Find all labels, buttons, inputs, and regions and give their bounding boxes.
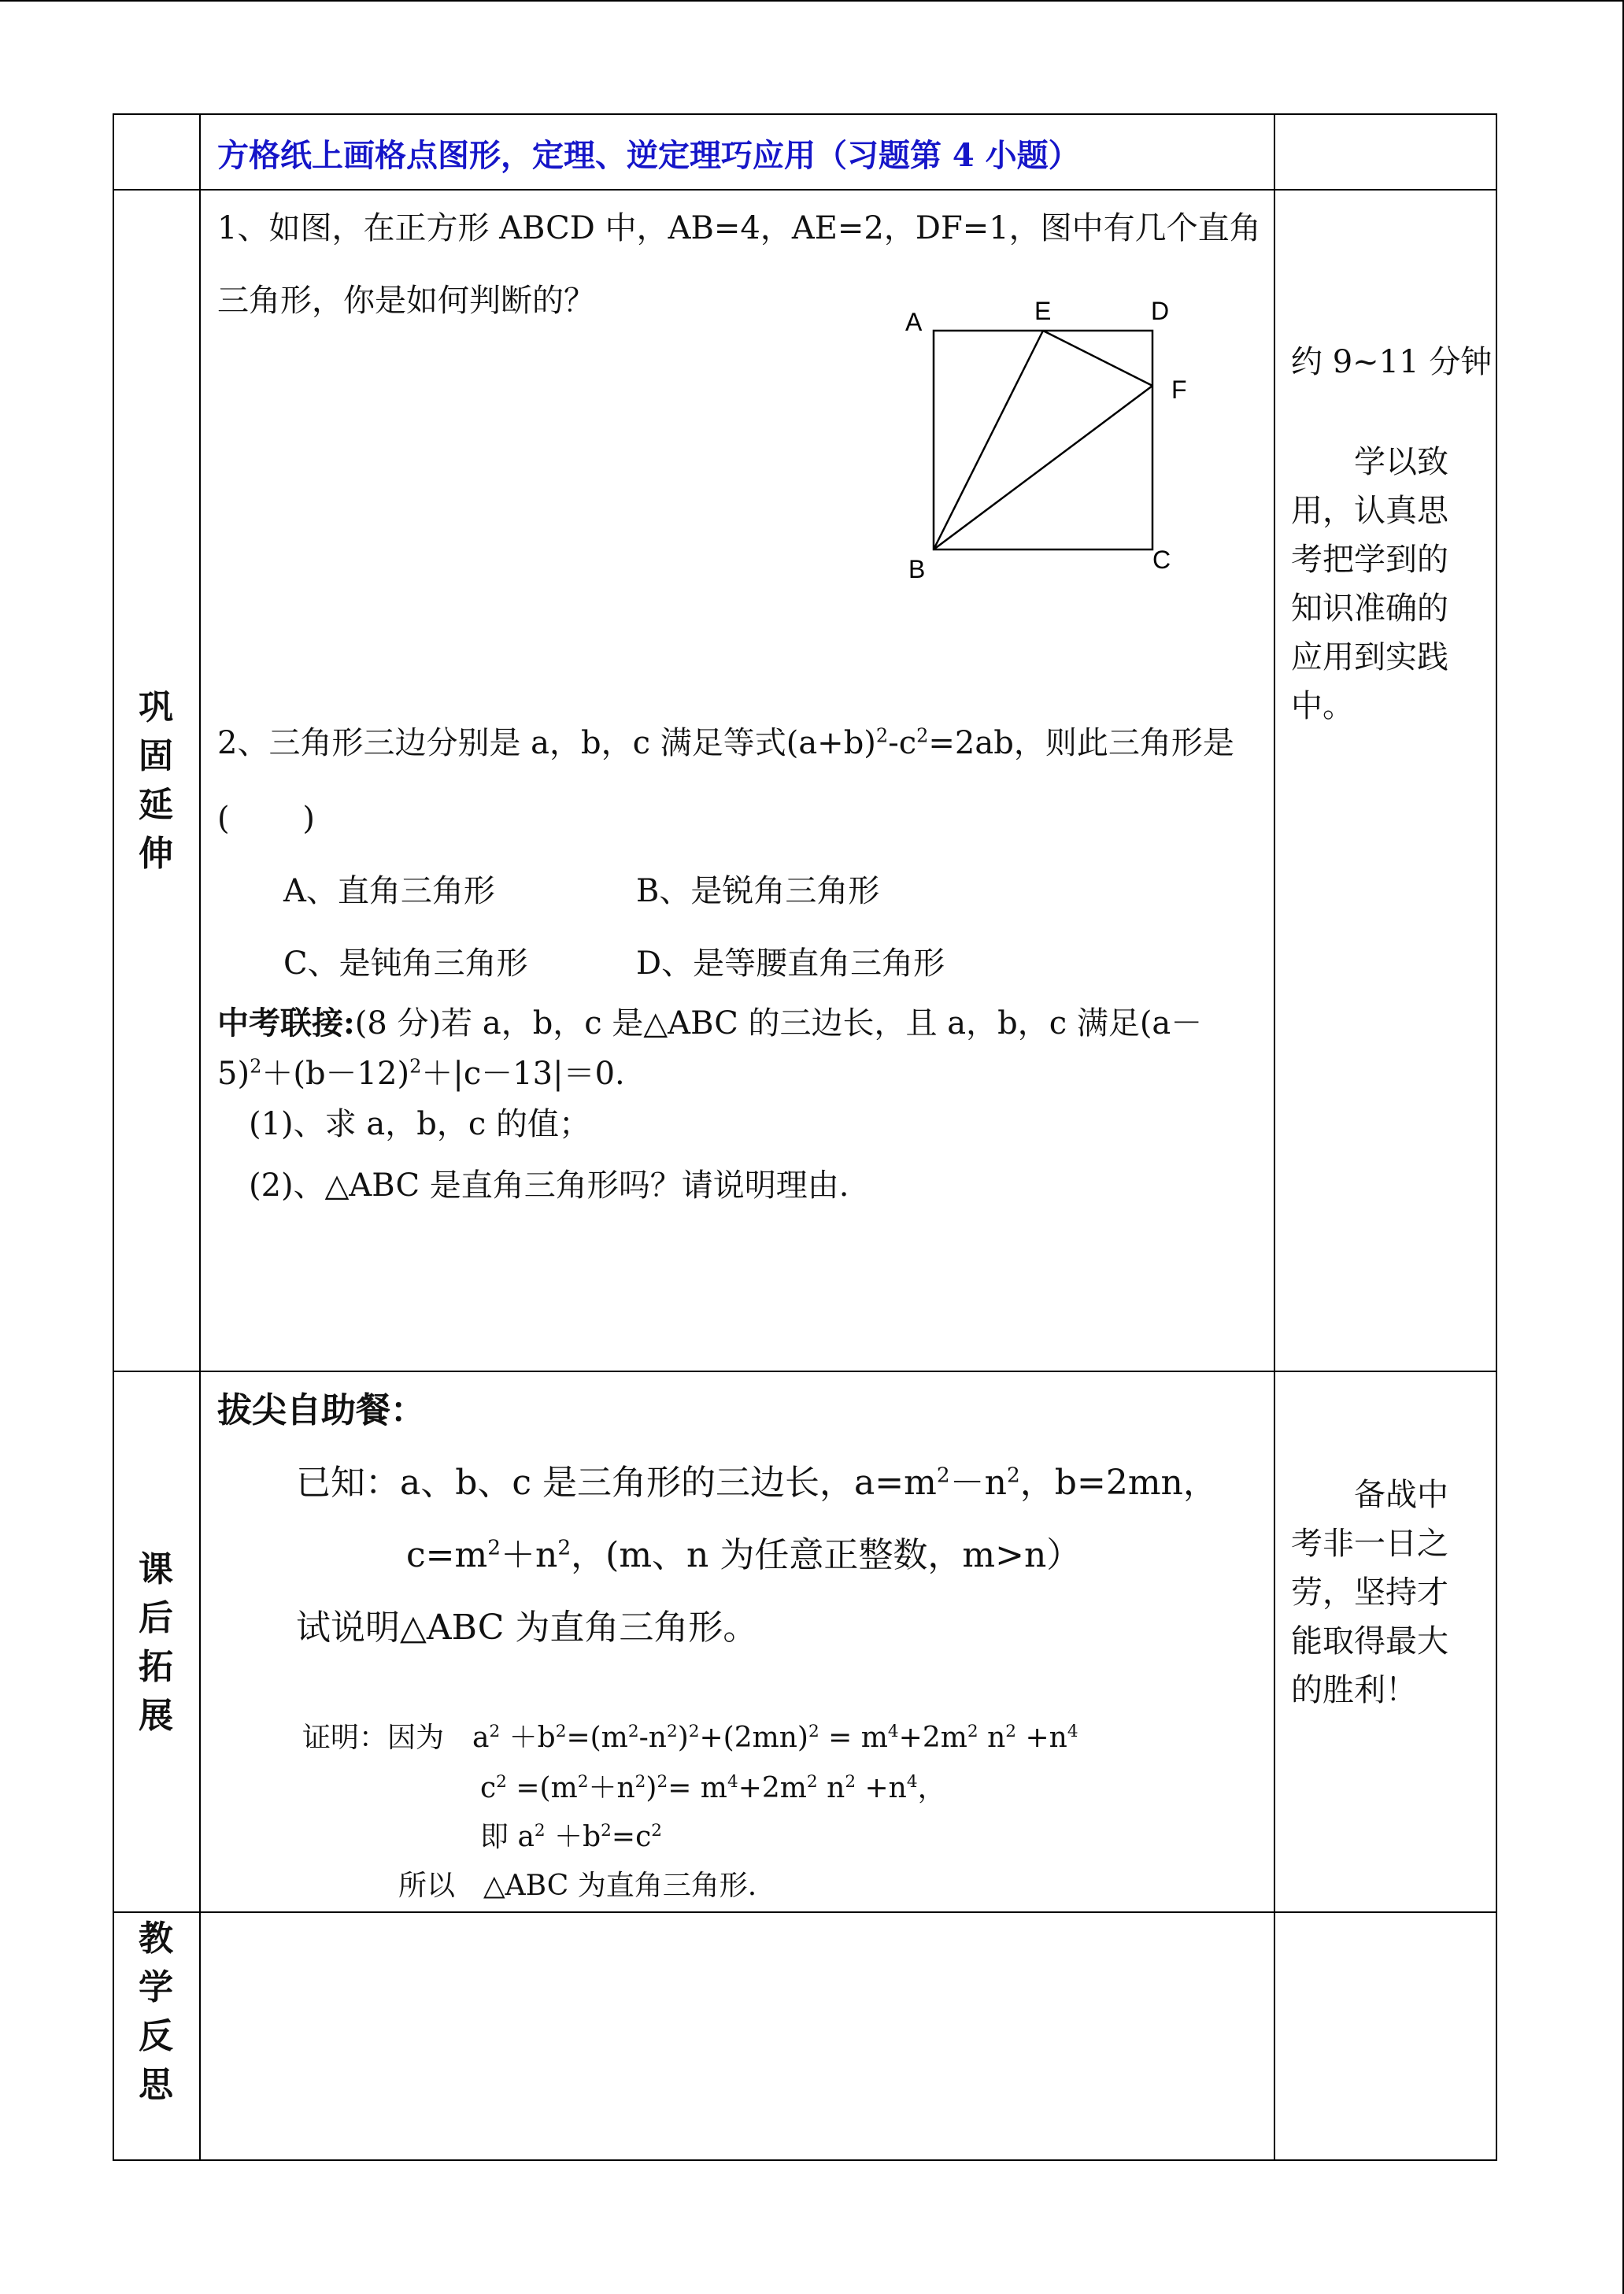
zhongkao-line2: $5)^2+(b-12)^2+|c-13|=0$. — [217, 1055, 625, 1092]
bajian-prove-line: 试说明△ABC 为直角三角形。 — [296, 1608, 758, 1648]
q2-option-b: B、是锐角三角形 — [636, 873, 880, 909]
proof-conclusion: 所以 △ABC 为直角三角形. — [398, 1870, 757, 1902]
bajian-given-line: 已知：a、b、c 是三角形的三边长，$a=m^2-n^2$，b=2mn， — [296, 1463, 1218, 1503]
table-bottom-border — [113, 2159, 1497, 2161]
section-label-extend: 课后拓展 — [139, 1549, 173, 1736]
q2-option-d: D、是等腰直角三角形 — [636, 945, 945, 982]
q2-answer-paren: ( ) — [217, 801, 315, 837]
proof-line-1: 证明：因为 $a^2 +b^2=(m^2-n^2)^2+(2mn)^2 = m^4+2m^2$ $n^2 +n^4$ — [302, 1722, 1078, 1754]
motto-note-2: 备战中考非一日之劳，坚持才能取得最大的胜利！ — [1291, 1477, 1448, 1708]
row-divider-1 — [113, 1371, 1497, 1372]
zhongkao-sub2: (2)、△ABC 是直角三角形吗？请说明理由. — [249, 1167, 849, 1204]
row-divider-2 — [113, 1911, 1497, 1913]
figure-label-d: D — [1151, 297, 1170, 325]
figure-label-a: A — [905, 308, 923, 336]
bajian-heading: 拔尖自助餐： — [217, 1390, 425, 1430]
column-divider-1 — [199, 113, 201, 2161]
zhongkao-label: 中考联接: — [217, 1005, 355, 1042]
segment-be — [934, 331, 1043, 549]
motto-note-1: 学以致用，认真思考把学到的知识准确的应用到实践中。 — [1291, 444, 1448, 724]
q2-option-c: C、是钝角三角形 — [283, 945, 528, 982]
section-label-reflection: 教学反思 — [139, 1918, 173, 2105]
figure-label-b: B — [908, 555, 926, 583]
q1-line1: 1、如图，在正方形 ABCD 中，AB=4，AE=2，DF=1，图中有几个直角 — [217, 210, 1261, 246]
proof-line-2: $c^2 =(m^2+n^2)^2= m^4+2m^2$ $n^2 +n^4$， — [480, 1772, 946, 1804]
zhongkao-sub1: (1)、求 a，b，c 的值； — [249, 1106, 590, 1142]
header-row-divider — [113, 189, 1497, 191]
table-title: 方格纸上画格点图形，定理、逆定理巧应用（习题第 4 小题） — [217, 137, 1080, 174]
square-abcd-figure — [897, 291, 1204, 590]
time-note: 约 9~11 分钟 — [1291, 344, 1493, 380]
proof-line-3: 即 $a^2 +b^2=c^2$ — [480, 1821, 662, 1853]
table-top-border — [113, 113, 1497, 115]
column-divider-2 — [1274, 113, 1275, 2161]
section-label-consolidate: 巩固延伸 — [139, 687, 173, 874]
q2-option-a: A、直角三角形 — [283, 873, 495, 909]
segment-ef — [1043, 331, 1152, 386]
figure-label-c: C — [1152, 546, 1171, 574]
figure-label-f: F — [1171, 376, 1187, 404]
q1-line2: 三角形，你是如何判断的？ — [217, 283, 595, 319]
segment-bf — [934, 386, 1152, 549]
table-left-border — [113, 113, 114, 2161]
figure-label-e: E — [1034, 297, 1052, 325]
table-right-border — [1496, 113, 1497, 2161]
bajian-c-line: $c=m^2+n^2$，(m、n 为任意正整数，m>n） — [406, 1535, 1082, 1575]
zhongkao-line1: 中考联接:(8 分)若 a，b，c 是△ABC 的三边长，且 a，b，c 满足(a－ — [217, 1005, 1203, 1042]
q2-stem: 2、三角形三边分别是 a，b，c 满足等式$(a+b)^2-c^2=2ab$，则此三角形是 — [217, 724, 1234, 761]
square-abcd — [934, 331, 1152, 549]
